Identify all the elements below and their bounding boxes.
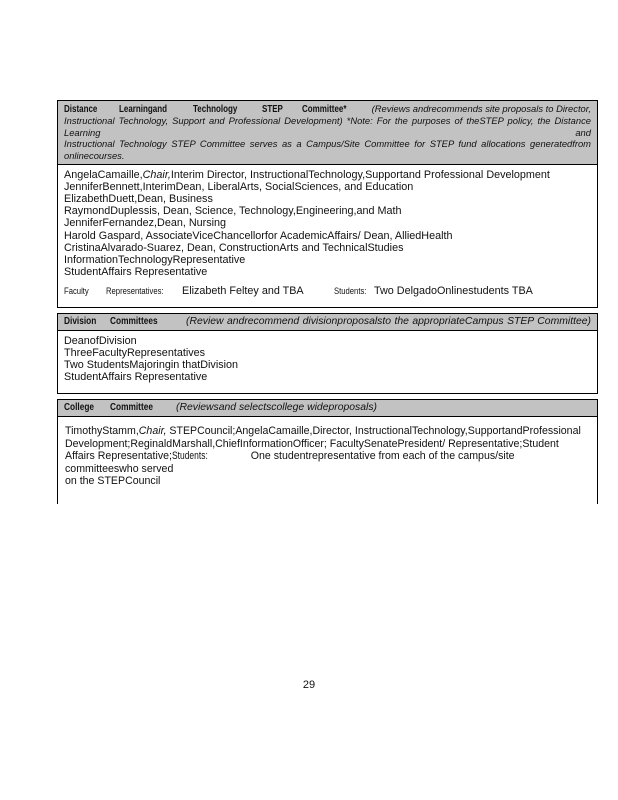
division-committees-header-bar	[58, 314, 597, 331]
text-line	[65, 425, 591, 438]
text-segment: Students:	[171, 450, 208, 463]
text-segment: Affairs Representative;	[65, 450, 172, 463]
text-segment: ThreeFacultyRepresentatives	[64, 347, 206, 360]
text-segment: Committee	[110, 402, 153, 414]
text-segment: Instructional Technology STEP Committee serves as a Campus/Site Committee for STEP fund allocations generatedfrom onlinecourses.	[64, 138, 591, 161]
faculty-representatives-value: Elizabeth Feltey and TBA	[182, 284, 304, 297]
text-line	[64, 115, 591, 138]
text-line	[64, 205, 591, 217]
committee-table-division	[57, 313, 598, 394]
text-line	[65, 475, 591, 488]
text-segment: Committees	[110, 315, 158, 327]
text-segment: Distance	[64, 104, 98, 115]
text-line	[64, 402, 591, 414]
text-line	[64, 266, 591, 278]
text-line	[64, 335, 591, 347]
text-segment: InformationTechnologyRepresentative	[64, 253, 246, 266]
text-line	[64, 371, 591, 383]
text-segment: Instructional Technology, Support and Professional Development) *Note: For the purposes of theSTEP policy, the Distance Learning and	[64, 115, 591, 138]
text-segment: Technology	[193, 104, 238, 115]
text-line	[64, 230, 591, 242]
text-segment: One studentrepresentative from each of the campus/site committeeswho served	[65, 450, 515, 475]
text-line	[64, 316, 591, 328]
text-segment: StudentAffairs Representative	[64, 265, 208, 278]
document-content	[57, 100, 598, 504]
text-segment: Students:	[334, 285, 367, 297]
text-line	[65, 450, 591, 475]
bar-note: (Review andrecommend divisionproposalsto the appropriateCampus STEP Committee)	[186, 315, 591, 327]
text-segment: on the STEPCouncil	[65, 475, 161, 488]
text-segment: STEP	[262, 104, 284, 115]
text-segment: JenniferBennett,InterimDean, LiberalArts, SocialSciences, and Education	[64, 181, 414, 194]
students-value: Two DelgadoOnlinestudents TBA	[374, 284, 533, 297]
text-line	[64, 359, 591, 371]
text-segment: Representatives:	[106, 285, 164, 297]
text-segment: CristinaAlvarado-Suarez, Dean, ConstructionArts and TechnicalStudies	[64, 241, 404, 254]
text-line	[64, 242, 591, 254]
page-number: 29	[302, 679, 316, 691]
text-segment: TimothyStamm,	[65, 425, 139, 438]
text-segment: RaymondDuplessis, Dean, Science, Technology,Engineering,and Math	[64, 205, 402, 218]
text-segment: StudentAffairs Representative	[64, 371, 208, 384]
college-member-paragraph	[58, 417, 597, 504]
bar-note: (Reviewsand selectscollege wideproposals)	[176, 402, 377, 414]
faculty-students-row	[64, 285, 591, 298]
text-line	[64, 169, 591, 181]
text-segment: Committee*	[302, 104, 347, 115]
text-segment: ElizabethDuett,Dean, Business	[64, 193, 213, 206]
text-segment: Chair,	[142, 169, 171, 182]
text-line	[64, 103, 591, 115]
text-segment: JenniferFernandez,Dean, Nursing	[64, 217, 227, 230]
text-segment: Faculty	[64, 285, 89, 297]
text-segment: Harold Gaspard, AssociateViceChancellorfor AcademicAffairs/ Dean, AlliedHealth	[64, 229, 453, 242]
text-line	[64, 347, 591, 359]
text-segment: Development;ReginaldMarshall,ChiefInformationOfficer; FacultySenatePresident/ Representative;Student	[65, 437, 559, 450]
text-segment: (Reviews andrecommends site proposals to Director,	[371, 103, 591, 114]
text-line	[64, 254, 591, 266]
committee-table-college	[57, 399, 598, 504]
text-line	[64, 181, 591, 193]
text-segment: Interim Director, InstructionalTechnology,Supportand Professional Development	[170, 169, 550, 182]
distance-committee-header-bar	[58, 101, 597, 165]
distance-committee-body	[58, 165, 597, 307]
text-segment: Chair,	[138, 425, 167, 438]
text-segment: AngelaCamaille,	[64, 169, 143, 182]
text-line	[64, 193, 591, 205]
text-segment: STEPCouncil;AngelaCamaille,Director, InstructionalTechnology,SupportandProfessional	[166, 425, 581, 438]
committee-table-distance	[57, 100, 598, 308]
text-segment: Division	[64, 315, 97, 327]
text-segment: Two StudentsMajoringin thatDivision	[64, 359, 239, 372]
college-committee-header-bar	[58, 400, 597, 417]
division-member-list	[58, 331, 597, 393]
text-line	[64, 138, 591, 161]
text-line	[65, 438, 591, 451]
distance-member-list	[64, 169, 591, 278]
text-line	[64, 217, 591, 229]
text-segment: College	[64, 402, 95, 414]
text-segment: Learningand	[119, 104, 168, 115]
text-line	[64, 285, 591, 298]
text-segment: DeanofDivision	[64, 334, 137, 347]
